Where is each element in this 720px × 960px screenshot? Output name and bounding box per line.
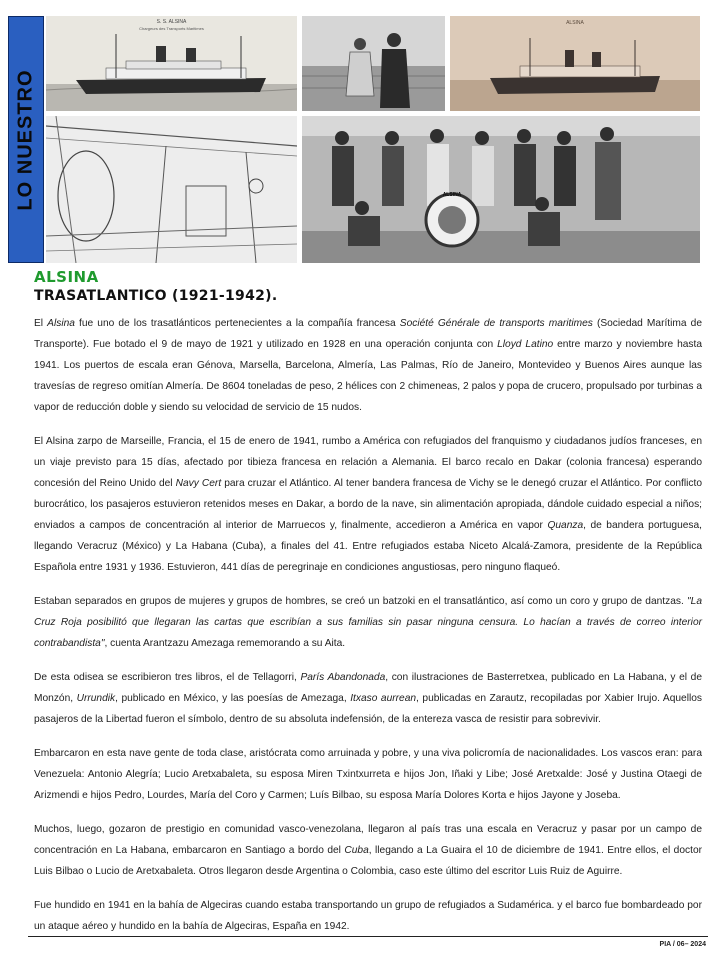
p3-text-a: Estaban separados en grupos de mujeres y grupos de hombres, se creó un batzoki en el transatlántico, así como un coro y grupo de dantzas. [34,596,688,607]
photo-ship-postcard-right [450,16,700,111]
p4-book-paris: París Abandonada [300,672,386,683]
p1-text-a: El [34,318,48,329]
p6-ship-cuba: Cuba [344,845,369,856]
footer-page-info: PIA / 06– 2024 [659,941,706,948]
photo-deck-sketch [46,116,297,263]
p4-book-itxaso: Itxaso aurrean [350,693,417,704]
p2-text-e: , de bandera portuguesa, llegando Veracruz (México) y La Habana (Cuba), a finales del 41. Entre refugiados estaba Niceto Alcalá-Zamora, presidente de la República Española entre 1931 y 1936. Estuvieron, 441 días de peregrinaje en condiciones angustiosas, pero ninguno flaqueó. [34,520,702,573]
postcard-subcaption-left: Chargeurs des Transports Maritimes [139,26,204,31]
p7-text: Fue hundido en 1941 en la bahía de Algeciras cuando estaba transportando un grupo de refugiados a Sudamérica. y el barco fue bombardeado por un ataque aéreo y hundido en la bahía de Algeciras, España en 1942. [34,900,702,932]
p2-text-c: para cruzar el Atlántico. Al tener bandera francesa de Vichy se le denegó cruzar el Atlántico. Por conflicto burocrático, los pasajeros estuvieron retenidos meses en Dakar, a bordo de la nave, sin alimentación apropiada, dándole cuidado especial a niños; enviados a campos de concentración al interior de Marruecos y, finalmente, accedieron a América en vapor [34,478,702,531]
p3-quote: "La Cruz Roja posibilitó que llegaran las cartas que escribían a sus familias sin pasar ninguna censura. Lo hacían a través de correo interior contrabandista" [34,596,702,649]
paragraph-6 [34,819,702,882]
ship-illustration-right [450,16,700,111]
photo-group-deck [302,116,700,263]
footer-rule [28,936,708,937]
p1-lloyd-latino: Lloyd Latino [497,339,554,350]
p6-text-c: , llegando a La Guaira el 10 de diciembre de 1941. Entre ellos, el doctor Luis Bilbao o Lucio de Aretxabaleta. Otros llegaron desde Argentina o Colombia, caso este último del escritor Luis Ruiz de Aguirre. [34,845,702,877]
p6-text-a: Muchos, luego, gozaron de prestigio en comunidad vasco-venezolana, llegaron al país tras una escala en Veracruz y pasar por un campo de concentración en La Habana, embarcaron en Santiago a bordo del [34,824,702,856]
photo-ship-postcard-left [46,16,297,111]
article-title: ALSINA [34,268,99,286]
paragraph-2 [34,431,702,578]
p2-text-a: El Alsina zarpo de Marseille, Francia, el 15 de enero de 1941, rumbo a América con refugiados del franquismo y ciudadanos judíos franceses, en un viaje previsto para 15 días, afectado por tibieza francesa en relación a Alemania. El barco recalo en Dakar (colonia francesa) esperando concesión del Reino Unido del [34,436,702,489]
postcard-caption-left: S. S. ALSINA [156,19,187,25]
p2-quanza: Quanza [547,520,584,531]
p1-text-e: (Sociedad Marítima de Transporte). Fue botado el 9 de mayo de 1921 y utilizado en 1928 en una operación conjunta con [34,318,702,350]
section-tab-label: LO NUESTRO [14,68,37,211]
paragraph-4 [34,667,702,730]
postcard-caption-right: ALSINA [566,20,584,26]
section-tab [8,16,44,263]
article-subtitle: TRASATLANTICO (1921-1942). [34,288,278,304]
p1-text-g: entre marzo y noviembre hasta 1941. Los puertos de escala eran Génova, Marsella, Barcelona, Almería, Las Palmas, Río de Janeiro, Montevideo y Buenos Aires aunque las travesías de regreso omitían Almería. De 8604 toneladas de peso, 2 hélices con 2 chimeneas, 2 palos y popa de crucero, propulsado por turbinas a vapor de reducción doble y siendo su velocidad de servicio de 15 nudos. [34,339,702,413]
couple-illustration [302,16,445,111]
deck-sketch-illustration [46,116,297,263]
p4-text-e: , publicado en México, y las poesías de Amezaga, [115,693,351,704]
p3-text-c: , cuenta Arantzazu Amezaga rememorando a su Aita. [104,638,346,649]
life-ring-label: ALSINA [442,192,462,198]
group-illustration [302,116,700,263]
p4-book-urrundik: Urrundik [76,693,116,704]
paragraph-5 [34,743,702,806]
p1-ship-name: Alsina [47,318,75,329]
paragraph-7 [34,895,702,937]
paragraph-1 [34,313,702,418]
paragraph-3 [34,591,702,654]
p4-text-a: De esta odisea se escribieron tres libros, el de Tellagorri, [34,672,301,683]
article-body [34,313,702,950]
p2-navy-cert: Navy Cert [175,478,222,489]
p4-text-c: , con ilustraciones de Basterretxea, publicado en La Habana, y el de Monzón, [34,672,702,704]
p1-company-name: Société Générale de transports maritimes [399,318,593,329]
photo-couple [302,16,445,111]
p4-text-g: , publicadas en Zarautz, recopiladas por Xabier Irujo. Aquellos pasajeros de la Libertad fueron el símbolo, dentro de su absoluta indefensión, de la entereza vasca de resistir para sobrevivir. [34,693,702,725]
p1-text-c: fue uno de los trasatlánticos pertenecientes a la compañía francesa [74,318,400,329]
p5-text: Embarcaron en esta nave gente de toda clase, aristócrata como arruinada y pobre, y una viva policromía de nacionalidades. Los vascos eran: para Venezuela: Antonio Alegría; Lucio Aretxabaleta, su esposa Miren Txintxurreta e hijos Jon, Iñaki y Libe; José Aretxalde: José y Justina Otaegi de Arizmendi e hijos Pedro, Lourdes, María del Coro y Carmen; Luís Bilbao, su esposa María Dolores Korta e hijos Jayone y Joseba. [34,748,702,801]
